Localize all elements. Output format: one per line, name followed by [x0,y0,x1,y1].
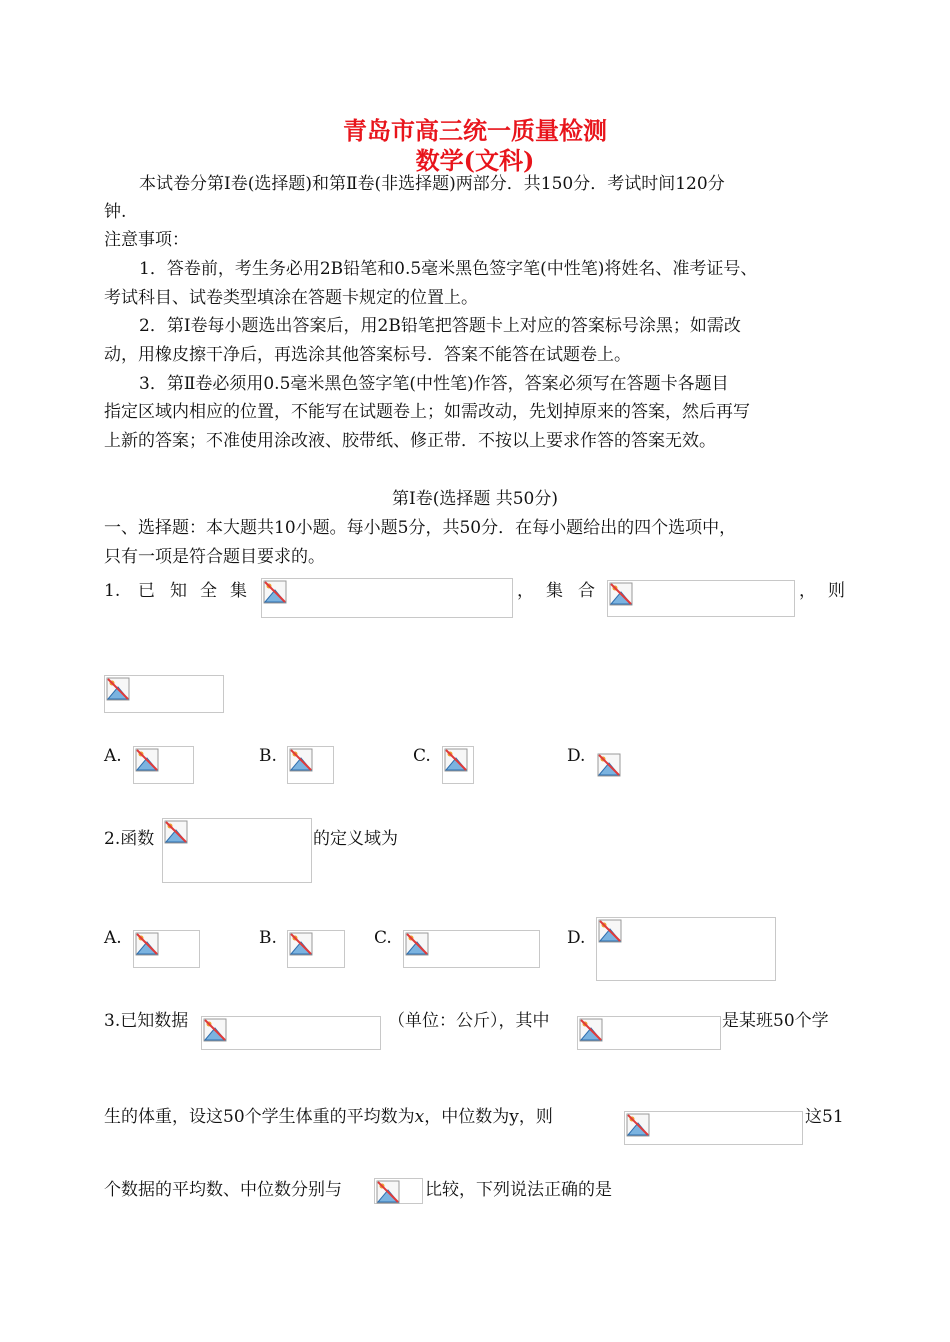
q1-formula-image [261,578,513,618]
q3-prefix: 3.已知数据 [104,1011,189,1031]
note-3-line-1: 3．第Ⅱ卷必须用0.5毫米黑色签字笔(中性笔)作答，答案必须写在答题卡各题目 [139,374,729,394]
note-3-line-3: 上新的答案；不准使用涂改液、胶带纸、修正带．不按以上要求作答的答案无效。 [104,431,716,451]
q3-formula-image [577,1016,721,1050]
note-3-line-2: 指定区域内相应的位置，不能写在试题卷上；如需改动，先划掉原来的答案，然后再写 [104,402,750,422]
q1-comma: ， [517,581,534,601]
option-c-image [442,746,474,784]
broken-image-icon [597,753,621,777]
option-a-label: A. [104,928,122,948]
q3-formula-image [624,1111,803,1145]
q3-line-3-end: 比较，下列说法正确的是 [425,1180,612,1200]
q1-text: 已 [138,581,155,601]
broken-image-icon [579,1018,603,1042]
q1-text: 知 [170,581,187,601]
option-b-image [287,930,345,968]
option-d-label: D. [567,746,586,766]
q1-text: 集 [230,581,247,601]
broken-image-icon [289,748,313,772]
broken-image-icon [263,580,287,604]
option-c-label: C. [413,746,431,766]
q3-line-2 [104,1104,553,1131]
broken-image-icon [135,932,159,956]
page-subtitle: 数学(文科) [415,146,535,175]
page-title: 青岛市高三统一质量检测 [343,116,607,145]
option-a-image [133,930,200,968]
q3-formula-image [201,1016,381,1050]
q1-formula-image [607,580,795,617]
notes-heading: 注意事项： [104,230,189,250]
option-a-label: A. [104,746,122,766]
q3-line-2-end: 这51 [805,1107,844,1127]
option-d-image [596,917,776,981]
option-c-label: C. [374,928,392,948]
q3-line-2-text: 生的体重，设这50个学生体重的平均数为 [104,1107,415,1127]
q3-line-3: 个数据的平均数、中位数分别与 [104,1180,342,1200]
q2-prefix: 2.函数 [104,829,155,849]
q1-text: 集 [546,581,563,601]
option-d-image [596,752,622,778]
option-d-label: D. [567,928,586,948]
broken-image-icon [289,932,313,956]
broken-image-icon [598,919,622,943]
q3-middle: （单位：公斤），其中 [388,1011,550,1031]
broken-image-icon [106,677,130,701]
q3-suffix: 是某班50个学 [722,1011,829,1031]
note-1-line-2: 考试科目、试卷类型填涂在答题卡规定的位置上。 [104,288,478,308]
q3-line-2-text: ，中位数为y，则 [424,1107,553,1127]
q2-suffix: 的定义域为 [313,829,398,849]
q1-text: 全 [200,581,217,601]
broken-image-icon [203,1018,227,1042]
intro-line-1: 本试卷分第Ⅰ卷(选择题)和第Ⅱ卷(非选择题)两部分．共150分．考试时间120分 [139,174,725,194]
variable-x: x [414,1107,425,1127]
q3-formula-image [374,1178,423,1204]
option-b-label: B. [259,928,277,948]
note-2-line-1: 2．第Ⅰ卷每小题选出答案后，用2B铅笔把答题卡上对应的答案标号涂黑；如需改 [139,316,741,336]
q1-comma: ， [799,581,816,601]
q2-formula-image [162,818,312,883]
broken-image-icon [626,1113,650,1137]
section-1-line-1: 一、选择题：本大题共10小题。每小题5分，共50分．在每小题给出的四个选项中， [104,518,737,538]
part-1-heading: 第Ⅰ卷(选择题 共50分) [391,489,558,509]
broken-image-icon [609,582,633,606]
option-c-image [403,930,540,968]
section-1-line-2: 只有一项是符合题目要求的。 [104,547,325,567]
q1-text: 合 [578,581,595,601]
option-b-image [287,746,334,784]
note-2-line-2: 动，用橡皮擦干净后，再选涂其他答案标号．答案不能答在试题卷上。 [104,345,631,365]
intro-line-2: 钟. [104,202,127,222]
option-b-label: B. [259,746,277,766]
q1-number: 1. [104,581,121,601]
broken-image-icon [164,820,188,844]
broken-image-icon [405,932,429,956]
note-1-line-1: 1．答卷前，考生务必用2B铅笔和0.5毫米黑色签字笔(中性笔)将姓名、准考证号、 [139,259,758,279]
broken-image-icon [444,748,468,772]
broken-image-icon [376,1180,400,1204]
broken-image-icon [135,748,159,772]
q1-formula-image [104,675,224,713]
q1-text: 则 [828,581,845,601]
option-a-image [133,746,194,784]
